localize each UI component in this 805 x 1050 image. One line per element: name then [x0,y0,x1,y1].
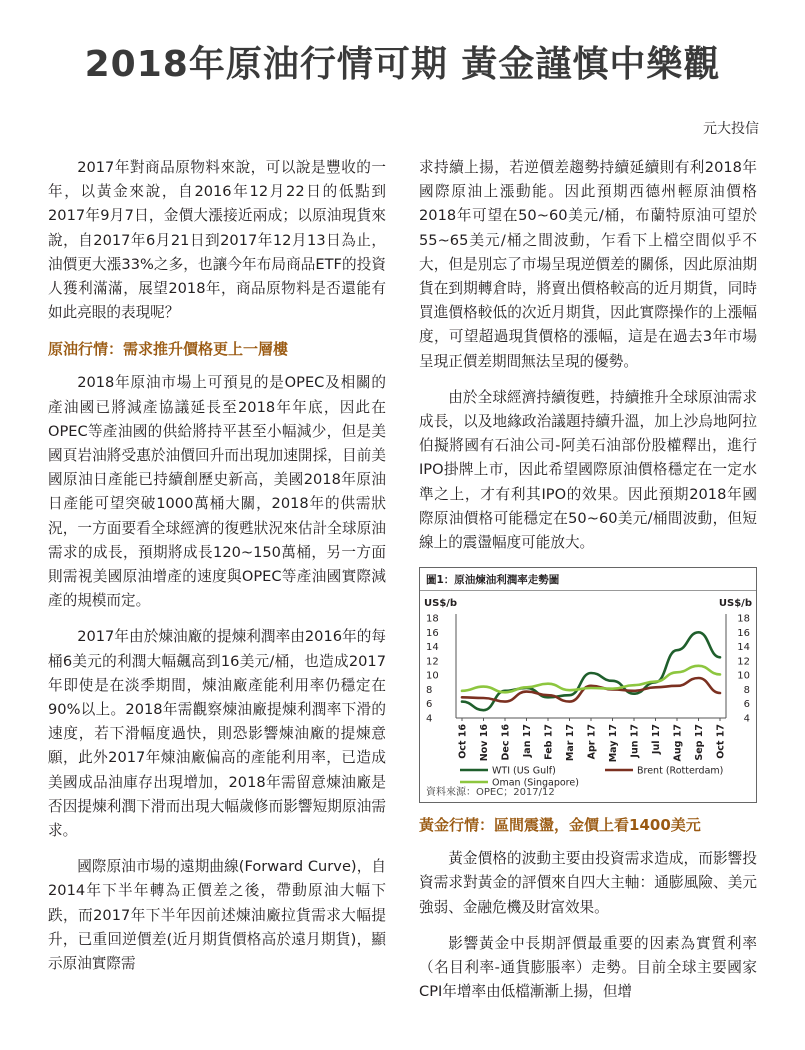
x-tick-label: Oct 17 [715,724,727,760]
y-tick-label-right: 18 [737,613,750,625]
oil-paragraph-3: 國際原油市場的遠期曲線(Forward Curve)，自2014年下半年轉為正價差之後，帶動原油大幅下跌，而2017年下半年因前述煉油廠拉貨需求大幅提升，已重回逆價差(近月期貨價格高於遠月期貨)，顯示原油實際需 [48,858,386,973]
figure-source: 資料來源：OPEC；2017/12 [426,787,555,799]
y-tick-label-left: 16 [426,628,439,640]
intro-paragraph: 2017年對商品原物料來說，可以說是豐收的一年，以黃金來說，自2016年12月22日的低點到2017年9月7日，金價大漲接近兩成；以原油現貨來說，自2017年6月21日到2017年12月13日為止，油價更大漲33%之多，也讓今年布局商品ETF的投資人獲利滿滿，展望2018年，商品原物料是否還能有如此亮眼的表現呢？ [48,159,386,322]
y-tick-label-left: 18 [426,613,439,625]
y-tick-label-right: 12 [737,656,750,668]
section-heading-gold: 黃金行情：區間震盪，金價上看1400美元 [419,816,701,835]
y-axis-label-left: US$/b [424,598,458,610]
x-tick-label: Jun 17 [629,724,641,758]
y-tick-label-right: 14 [737,642,750,654]
figure-title-divider [420,590,756,591]
refining-margin-figure [419,567,757,803]
x-tick-label: May 17 [608,724,619,763]
y-axis-label-right: US$/b [718,598,752,610]
legend-label-0: WTI (US Gulf) [492,765,556,777]
x-tick-label: Jul 17 [651,724,662,755]
x-tick-label: Mar 17 [565,724,576,762]
y-tick-label-right: 16 [737,628,750,640]
left-column [48,156,386,988]
right-column [419,156,757,1016]
x-tick-label: Feb 17 [543,724,555,761]
y-tick-label-left: 14 [426,642,439,654]
x-tick-label: Jan 17 [522,724,533,758]
y-tick-label-left: 6 [426,699,433,711]
x-tick-label: Apr 17 [586,724,598,760]
article-title: 2018年原油行情可期 黃金謹慎中樂觀 [84,44,721,85]
y-tick-label-right: 4 [743,713,750,725]
series-line-1 [462,678,720,702]
x-tick-label: Sep 17 [694,724,705,761]
legend-label-1: Brent (Rotterdam) [637,765,724,777]
x-tick-label: Aug 17 [672,724,684,762]
y-tick-label-right: 10 [737,670,750,682]
author: 元大投信 [703,121,759,137]
y-tick-label-left: 8 [426,685,433,697]
figure-title: 圖1：原油煉油利潤率走勢圖 [426,574,560,587]
y-tick-label-left: 4 [426,713,433,725]
x-tick-label: Nov 16 [479,724,490,762]
x-tick-label: Oct 16 [457,724,469,760]
y-tick-label-right: 8 [743,685,750,697]
oil-paragraph-4: 由於全球經濟持續復甦，持續推升全球原油需求成長，以及地緣政治議題持續升溫，加上沙烏地阿拉伯擬將國有石油公司-阿美石油部份股權釋出，進行IPO掛牌上市，因此希望國際原油價格穩定在一定水準之上，才有利其IPO的效果。因此預期2018年國際原油價格可能穩定在50~60美元/桶間波動，但短線上的震盪幅度可能放大。 [419,388,757,552]
legend-label-2: Oman (Singapore) [492,777,579,789]
gold-paragraph-2: 影響黃金中長期評價最重要的因素為實質利率（名目利率-通貨膨脹率）走勢。目前全球主要國家CPI年增率由低檔漸漸上揚，但增 [419,934,757,1001]
refining-margin-chart [420,592,756,789]
section-heading-oil: 原油行情：需求推升價格更上一層樓 [48,340,289,359]
oil-paragraph-1: 2018年原油市場上可預見的是OPEC及相關的產油國已將減產協議延長至2018年年底，因此在OPEC等產油國的供給將持平甚至小幅減少，但是美國頁岩油將受惠於油價回升而出現加速開採，目前美國原油日產能已持續創歷史新高，美國2018年原油日產能可望突破1000萬桶大關，2018年的供需狀況，一方面要看全球經濟的復甦狀況來估計全球原油需求的成長，預期將成長120~150萬桶，另一方面則需視美國原油增產的速度與OPEC等產油國實際減產的規模而定。 [48,374,386,610]
oil-paragraph-3-continued: 求持續上揚，若逆價差趨勢持續延續則有利2018年國際原油上漲動能。因此預期西德州輕原油價格2018年可望在50~60美元/桶，布蘭特原油可望於55~65美元/桶之間波動，乍看下上檔空間似乎不大，但是別忘了市場呈現逆價差的關係，因此原油期貨在到期轉倉時，將賣出價格較高的近月期貨，同時買進價格較低的次近月期貨，因此實際操作的上漲幅度，可望超過現貨價格的漲幅，這是在過去3年市場呈現正價差期間無法呈現的優勢。 [419,159,757,370]
y-tick-label-left: 10 [426,670,439,682]
oil-paragraph-2: 2017年由於煉油廠的提煉利潤率由2016年的每桶6美元的利潤大幅飆高到16美元/桶，也造成2017年即使是在淡季期間，煉油廠產能利用率仍穩定在90%以上。2018年需觀察煉油廠提煉利潤率下滑的速度，若下滑幅度過快，則恐影響煉油廠的提煉意願，此外2017年煉油廠偏高的產能利用率，已造成美國成品油庫存出現增加，2018年需留意煉油廠是否因提煉利潤下滑而出現大幅歲修而影響短期原油需求。 [48,628,386,840]
y-tick-label-right: 6 [743,699,750,711]
y-tick-label-left: 12 [426,656,439,668]
x-tick-label: Dec 16 [500,724,512,761]
gold-paragraph-1: 黃金價格的波動主要由投資需求造成，而影響投資需求對黃金的評價來自四大主軸：通膨風險、美元強弱、金融危機及財富效果。 [419,850,757,916]
series-line-2 [462,666,720,692]
